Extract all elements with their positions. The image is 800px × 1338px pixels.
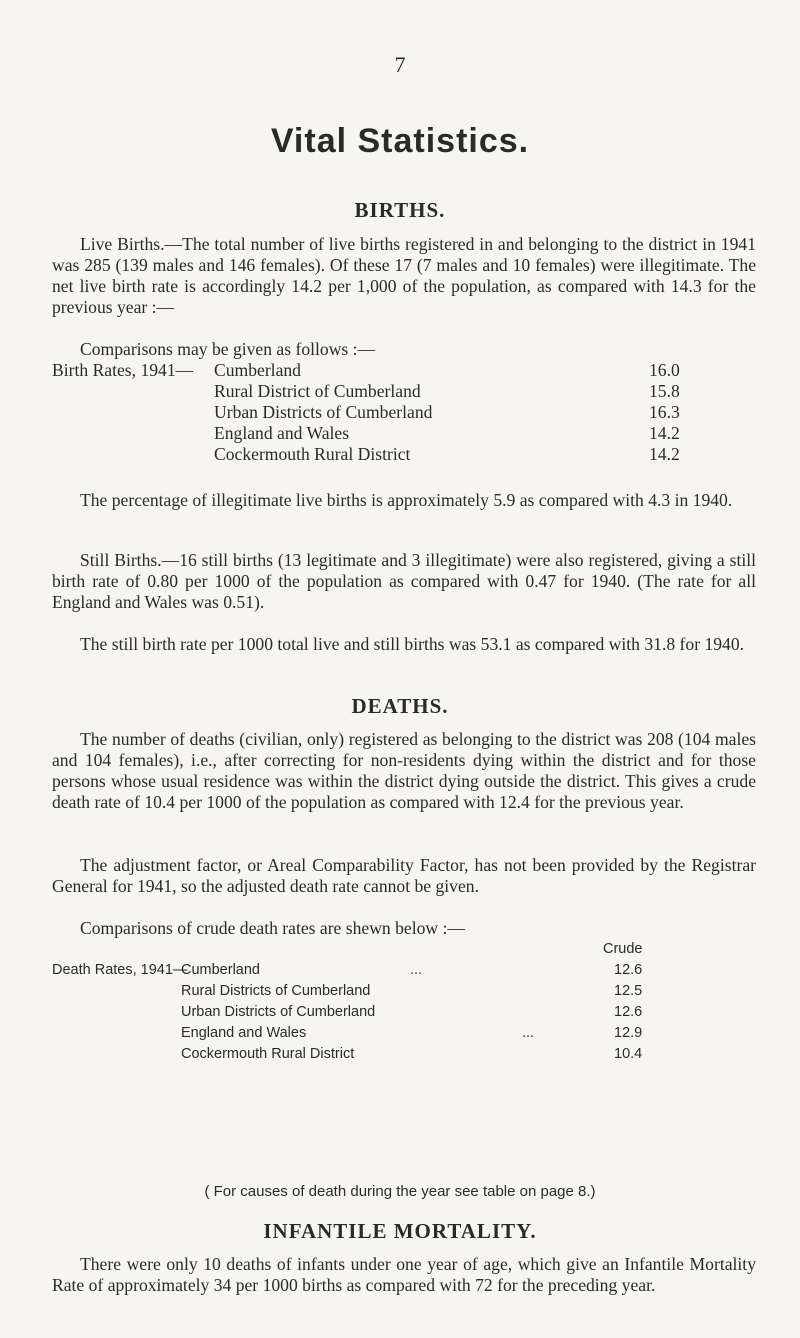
district-name: Rural District of Cumberland bbox=[214, 381, 421, 401]
death-rates-header-row bbox=[52, 939, 756, 960]
district-name: Urban Districts of Cumberland bbox=[214, 402, 433, 422]
death-rates-table bbox=[52, 939, 756, 1065]
still-births-paragraph: Still Births.—16 still births (13 legitimate and 3 illegitimate) were also registered, giving a still birth rate of 0.80 per 1000 of the population as compared with 0.47 for 1940. (The rate for all England and Wales was 0.51). bbox=[52, 550, 756, 612]
rate-value: 12.6 bbox=[614, 1004, 643, 1020]
illegitimate-percentage-paragraph: The percentage of illegitimate live births is approximately 5.9 as compared with 4.3 in 1940. bbox=[80, 490, 733, 510]
deaths-paragraph: The number of deaths (civilian, only) registered as belonging to the district was 208 (104 males and 104 females), i.e., after correcting for non-residents dying within the district and for those persons whose usual residence was within the district dying outside the district. This gives a crude death rate of 10.4 per 1000 of the population as compared with 12.4 for the previous year. bbox=[52, 729, 756, 812]
death-rates-label: Death Rates, 1941— bbox=[52, 962, 188, 978]
rate-value: 12.9 bbox=[614, 1025, 643, 1041]
district-name: Cockermouth Rural District bbox=[181, 1046, 355, 1062]
page-number: 7 bbox=[394, 52, 406, 77]
rate-value: 16.3 bbox=[649, 402, 680, 422]
district-name: Cumberland bbox=[181, 962, 260, 978]
rate-value: 14.2 bbox=[649, 423, 680, 443]
death-rate-row bbox=[52, 1044, 756, 1065]
district-name: Rural Districts of Cumberland bbox=[181, 983, 371, 999]
deaths-heading: DEATHS. bbox=[351, 694, 449, 718]
death-rate-row bbox=[52, 981, 756, 1002]
rate-value: 12.5 bbox=[614, 983, 643, 999]
infantile-mortality-paragraph: There were only 10 deaths of infants under one year of age, which give an Infantile Mortality Rate of approximately 34 per 1000 births as compared with 72 for the preceding year. bbox=[52, 1254, 756, 1295]
birth-comparisons-intro: Comparisons may be given as follows :— bbox=[80, 339, 376, 359]
adjustment-factor-paragraph: The adjustment factor, or Areal Comparability Factor, has not been provided by the Registrar General for 1941, so the adjusted death rate cannot be given. bbox=[52, 855, 756, 896]
district-name: England and Wales bbox=[214, 423, 350, 443]
dot-leader: ... bbox=[410, 962, 423, 978]
crude-column-header: Crude bbox=[603, 941, 643, 957]
district-name: England and Wales bbox=[181, 1025, 307, 1041]
live-births-paragraph: Live Births.—The total number of live births registered in and belonging to the district in 1941 was 285 (139 males and 146 females). Of these 17 (7 males and 10 females) were illegitimate. The net live birth rate is accordingly 14.2 per 1,000 of the population, as compared with 14.3 for the previous year :— bbox=[52, 234, 756, 317]
dot-leader: ... bbox=[522, 1025, 535, 1041]
births-heading: BIRTHS. bbox=[354, 198, 446, 222]
rate-value: 10.4 bbox=[614, 1046, 643, 1062]
death-comparisons-intro: Comparisons of crude death rates are shewn below :— bbox=[80, 918, 465, 938]
page-title: Vital Statistics. bbox=[270, 122, 530, 160]
birth-rate-row bbox=[52, 402, 756, 423]
causes-footnote: ( For causes of death during the year see table on page 8.) bbox=[204, 1183, 596, 1200]
death-rate-row bbox=[52, 1023, 756, 1044]
rate-value: 15.8 bbox=[649, 381, 680, 401]
district-name: Cumberland bbox=[214, 360, 301, 380]
district-name: Cockermouth Rural District bbox=[214, 444, 411, 464]
birth-rate-row bbox=[52, 444, 756, 465]
birth-rate-row bbox=[52, 360, 756, 381]
rate-value: 16.0 bbox=[649, 360, 680, 380]
birth-rate-row bbox=[52, 423, 756, 444]
death-rate-row bbox=[52, 960, 756, 981]
still-birth-rate-paragraph: The still birth rate per 1000 total live and still births was 53.1 as compared with 31.8 for 1940. bbox=[80, 634, 745, 654]
birth-rate-row bbox=[52, 381, 756, 402]
death-rate-row bbox=[52, 1002, 756, 1023]
infantile-mortality-heading: INFANTILE MORTALITY. bbox=[263, 1219, 537, 1243]
rate-value: 12.6 bbox=[614, 962, 643, 978]
birth-rates-table bbox=[52, 360, 756, 465]
district-name: Urban Districts of Cumberland bbox=[181, 1004, 376, 1020]
birth-rates-label: Birth Rates, 1941— bbox=[52, 360, 194, 380]
rate-value: 14.2 bbox=[649, 444, 680, 464]
